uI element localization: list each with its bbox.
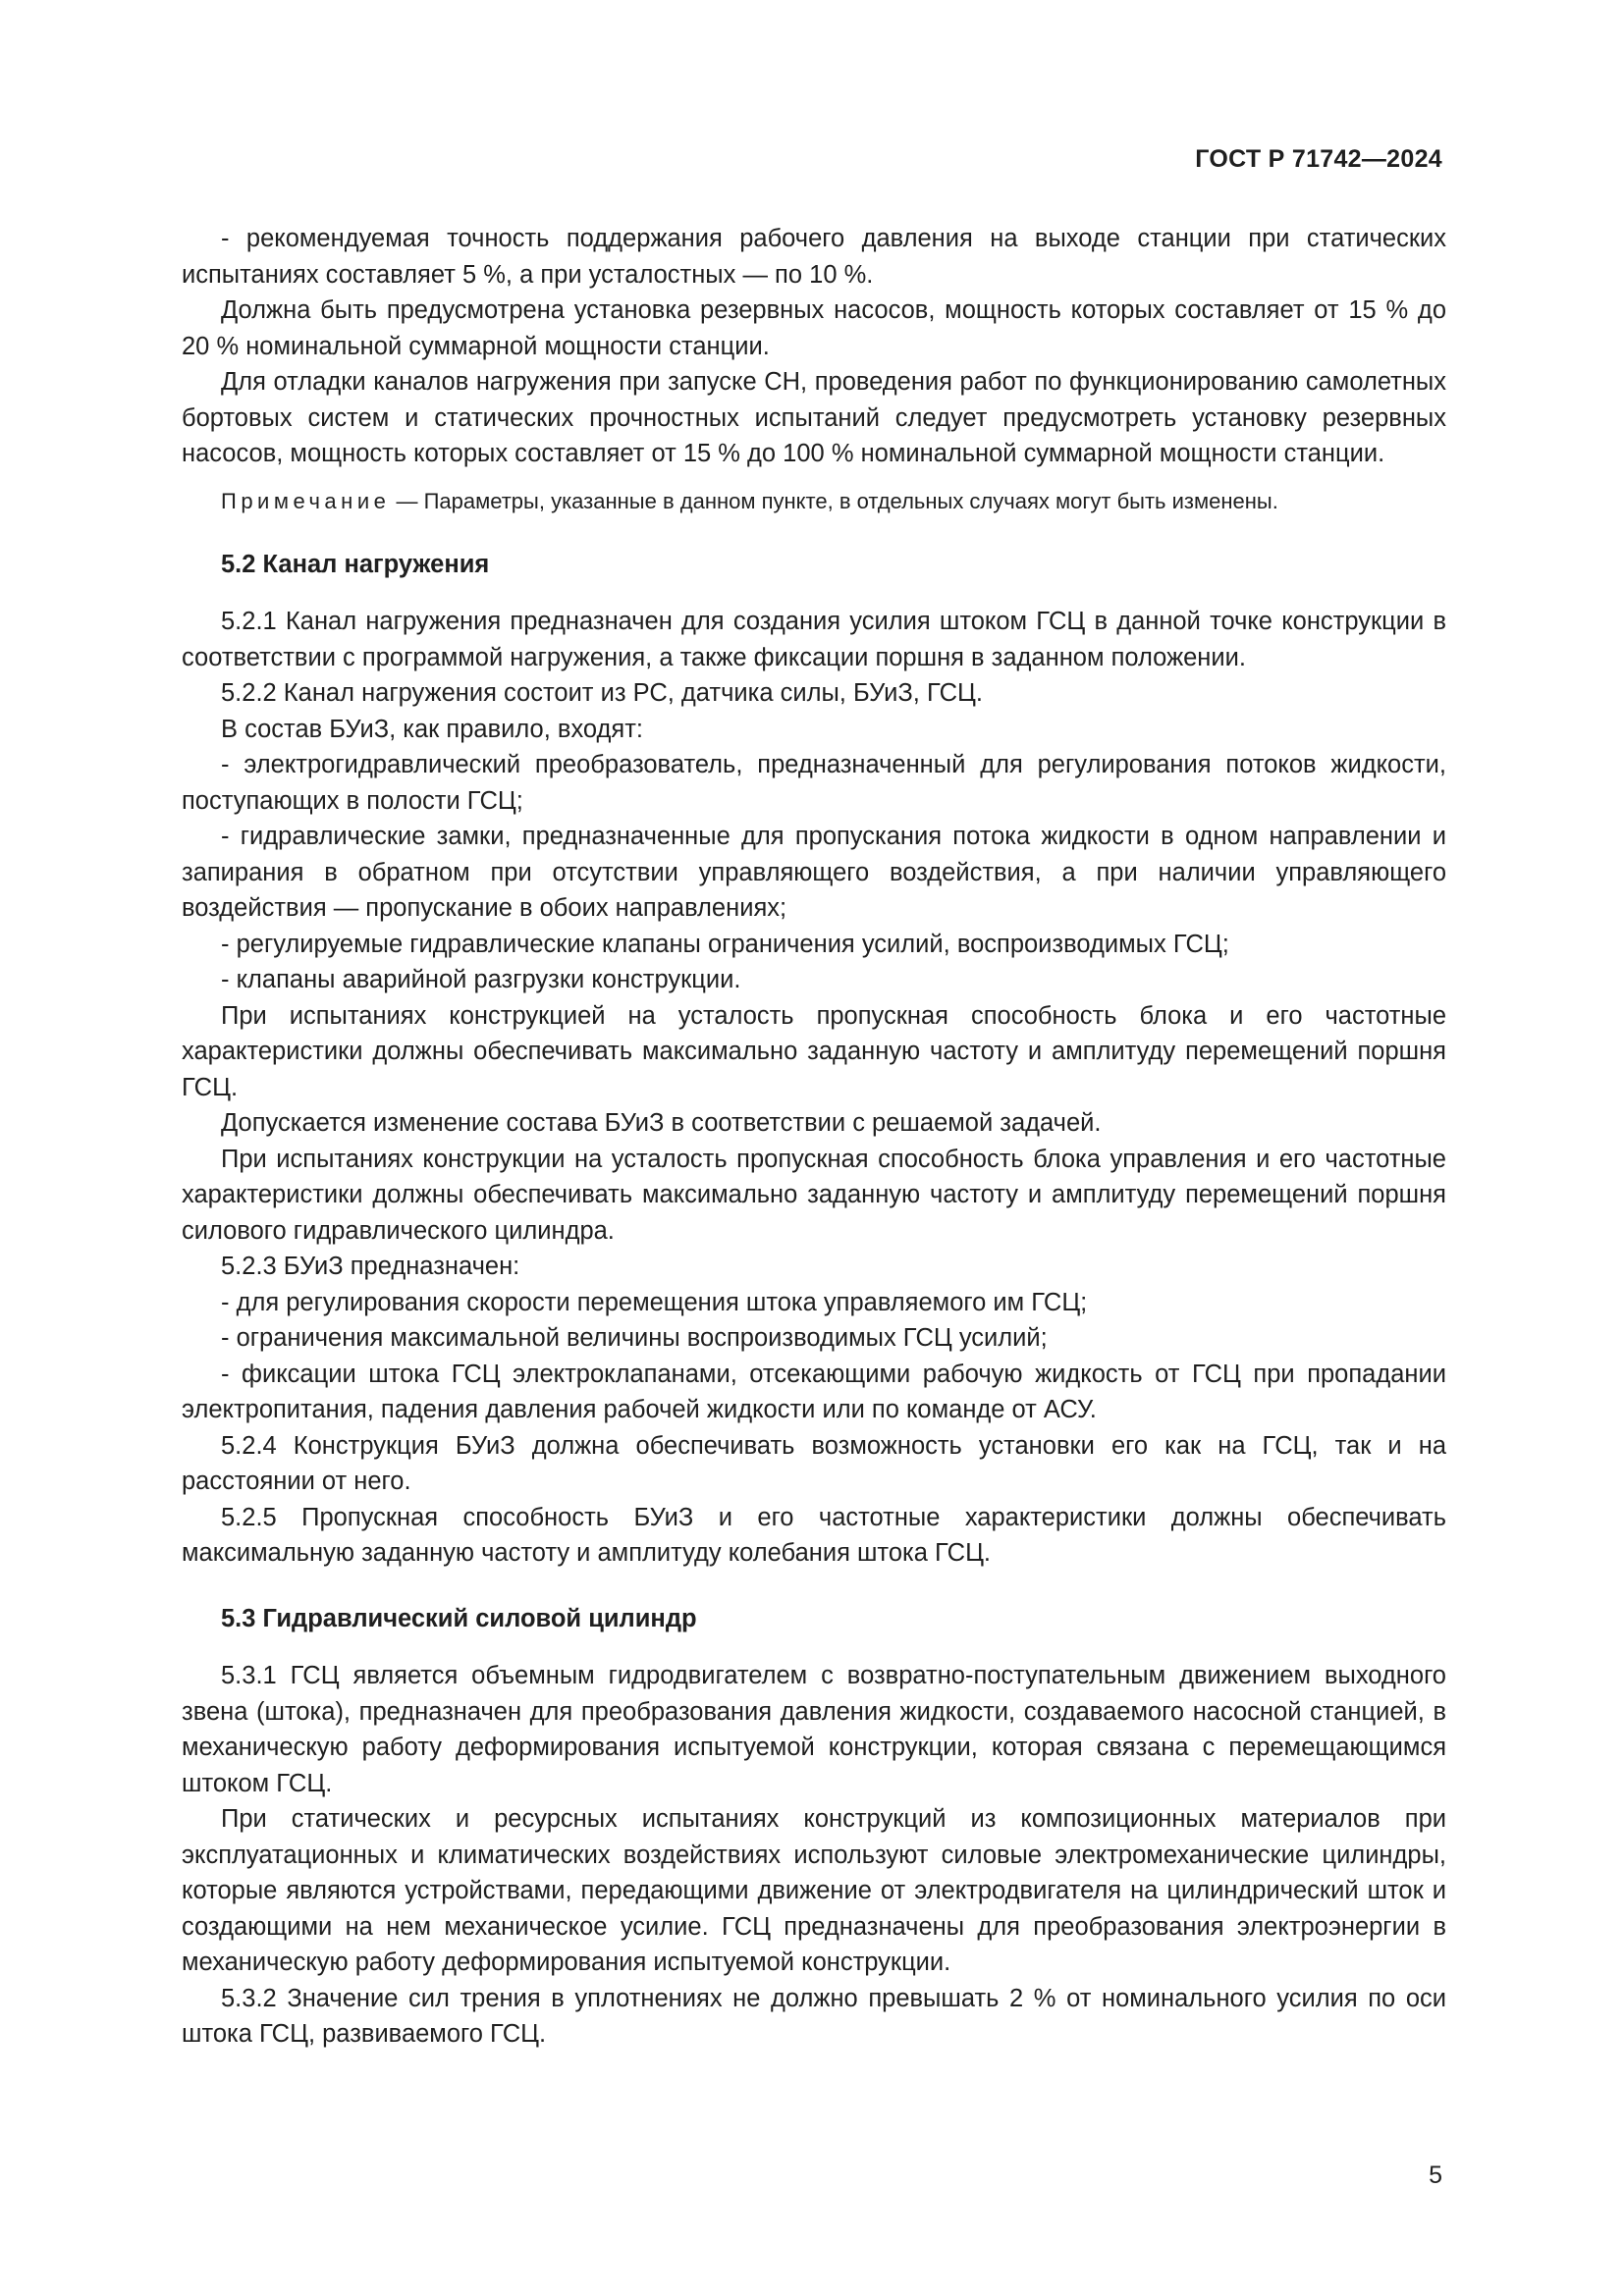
paragraph: Допускается изменение состава БУиЗ в соответствии с решаемой задачей. (221, 1109, 1102, 1137)
paragraph: - рекомендуемая точность поддержания рабочего давления на выходе станции при статических испытаниях составляет 5 %, а при усталостных — по 10 %. (182, 225, 1446, 289)
paragraph: 5.2.1 Канал нагружения предназначен для создания усилия штоком ГСЦ в данной точке конструкции в соответствии с программой нагружения, а также фиксации поршня в заданном положении. (182, 608, 1446, 671)
list-item: - ограничения максимальной величины воспроизводимых ГСЦ усилий; (221, 1324, 1048, 1352)
standard-id: ГОСТ Р 71742—2024 (1195, 145, 1442, 173)
note (182, 486, 1446, 517)
section-heading-5-3: 5.3 Гидравлический силовой цилиндр (221, 1604, 697, 1632)
paragraph: При испытаниях конструкции на усталость пропускная способность блока управления и его частотные характеристики должны обеспечивать максимально заданную частоту и амплитуду перемещений поршня силового гидравлического цилиндра. (182, 1145, 1446, 1245)
note-label: Примечание (221, 488, 391, 513)
paragraph: 5.2.3 БУиЗ предназначен: (221, 1253, 520, 1280)
page-number: 5 (1429, 2162, 1442, 2189)
list-item: - для регулирования скорости перемещения штока управляемого им ГСЦ; (221, 1288, 1088, 1316)
paragraph: 5.3.1 ГСЦ является объемным гидродвигателем с возвратно-поступательным движением выходного звена (штока), предназначен для преобразования давления жидкости, создаваемого насосной станцией, в механическую работу деформирования испытуемой конструкции, которая связана с перемещающимся штоком ГСЦ. (182, 1662, 1446, 1797)
section-heading-5-2: 5.2 Канал нагружения (221, 550, 490, 578)
list-item: - клапаны аварийной разгрузки конструкции. (221, 966, 741, 993)
paragraph: При испытаниях конструкцией на усталость пропускная способность блока и его частотные характеристики должны обеспечивать максимально заданную частоту и амплитуду перемещений поршня ГСЦ. (182, 1001, 1446, 1101)
note-text: — Параметры, указанные в данном пункте, в отдельных случаях могут быть изменены. (396, 488, 1278, 513)
list-item: - фиксации штока ГСЦ электроклапанами, отсекающими рабочую жидкость от ГСЦ при пропадании электропитания, падения давления рабочей жидкости или по команде от АСУ. (182, 1360, 1446, 1423)
list-item: - электрогидравлический преобразователь, предназначенный для регулирования потоков жидкости, поступающих в полости ГСЦ; (182, 751, 1446, 815)
paragraph: При статических и ресурсных испытаниях конструкций из композиционных материалов при эксплуатационных и климатических воздействиях используют силовые электромеханические цилиндры, которые являются устройствами, передающими движение от электродвигателя на цилиндрический шток и создающими на нем механическое усилие. ГСЦ предназначены для преобразования электроэнергии в механическую работу деформирования испытуемой конструкции. (182, 1805, 1446, 1976)
paragraph: 5.2.2 Канал нагружения состоит из РС, датчика силы, БУиЗ, ГСЦ. (221, 679, 984, 707)
list-item: - регулируемые гидравлические клапаны ограничения усилий, воспроизводимых ГСЦ; (221, 930, 1229, 958)
paragraph: 5.3.2 Значение сил трения в уплотнениях не должно превышать 2 % от номинального усилия по оси штока ГСЦ, развиваемого ГСЦ. (182, 1984, 1446, 2048)
page-content (182, 221, 1446, 2053)
list-item: - гидравлические замки, предназначенные для пропускания потока жидкости в одном направлении и запирания в обратном при отсутствии управляющего воздействия, а при наличии управляющего воздействия — пропускание в обоих направлениях; (182, 823, 1446, 922)
paragraph: В состав БУиЗ, как правило, входят: (221, 715, 643, 743)
paragraph: Должна быть предусмотрена установка резервных насосов, мощность которых составляет от 15 % до 20 % номинальной суммарной мощности станции. (182, 296, 1446, 360)
paragraph: Для отладки каналов нагружения при запуске СН, проведения работ по функционированию самолетных бортовых систем и статических прочностных испытаний следует предусмотреть установку резервных насосов, мощность которых составляет от 15 % до 100 % номинальной суммарной мощности станции. (182, 368, 1446, 467)
paragraph: 5.2.5 Пропускная способность БУиЗ и его частотные характеристики должны обеспечивать максимальную заданную частоту и амплитуду колебания штока ГСЦ. (182, 1503, 1446, 1567)
paragraph: 5.2.4 Конструкция БУиЗ должна обеспечивать возможность установки его как на ГСЦ, так и на расстоянии от него. (182, 1431, 1446, 1495)
